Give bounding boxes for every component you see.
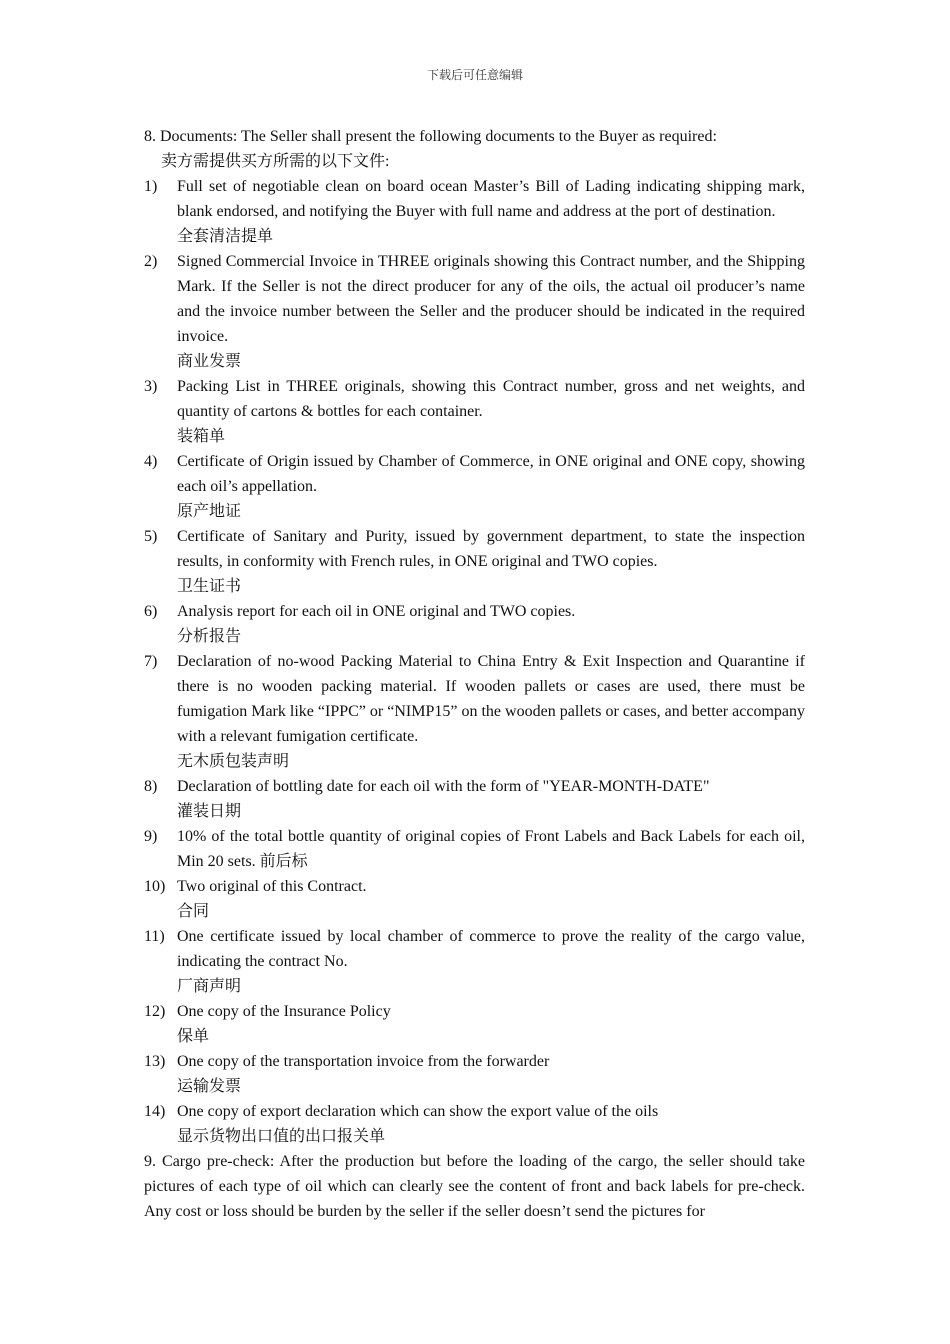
list-item-number: 8) <box>144 778 158 795</box>
list-item-english-text: Declaration of no-wood Packing Material to China Entry & Exit Inspection and Quarantine if there is no wooden packing material. If wooden pallets or cases are used, there must be fumigation Mark like “IPPC” or “NIMP15” on the wooden pallets or cases, and better accompany with a relevant fumigation certificate. <box>177 653 805 745</box>
list-item-english-text: Analysis report for each oil in ONE original and TWO copies. <box>177 603 576 620</box>
list-item-english-text: One copy of export declaration which can show the export value of the oils <box>177 1103 659 1120</box>
list-item-english-text: One certificate issued by local chamber of commerce to prove the reality of the cargo value, indicating the contract No. <box>177 928 805 970</box>
list-item-number: 3) <box>144 378 158 395</box>
list-item-number: 4) <box>144 453 158 470</box>
list-item-number: 12) <box>144 1003 166 1020</box>
list-item-english-text: Certificate of Origin issued by Chamber of Commerce, in ONE original and ONE copy, showing each oil’s appellation. <box>177 453 805 495</box>
list-item-number: 2) <box>144 253 158 270</box>
list-item <box>144 374 805 449</box>
list-item-chinese-label: 灌装日期 <box>177 803 242 820</box>
list-item-english-text: One copy of the Insurance Policy <box>177 1003 391 1020</box>
list-item-number: 10) <box>144 878 166 895</box>
document-list <box>144 174 805 1149</box>
list-item <box>144 774 805 824</box>
section-9-paragraph: 9. Cargo pre-check: After the production but before the loading of the cargo, the seller should take pictures of each type of oil which can clearly see the content of front and back labels for pre-check. Any cost or loss should be burden by the seller if the seller doesn’t send the pictures for <box>144 1153 805 1220</box>
list-item-chinese-label: 保单 <box>177 1028 210 1045</box>
list-item-english-text: Signed Commercial Invoice in THREE originals showing this Contract number, and the Shipping Mark. If the Seller is not the direct producer for any of the oils, the actual oil producer’s name and the invoice number between the Seller and the producer should be indicated in the required invoice. <box>177 253 805 345</box>
list-item-english-text: 10% of the total bottle quantity of original copies of Front Labels and Back Labels for each oil, Min 20 sets. 前后标 <box>177 828 805 870</box>
list-item <box>144 824 805 874</box>
list-item <box>144 1049 805 1099</box>
list-item-number: 13) <box>144 1053 166 1070</box>
list-item-number: 6) <box>144 603 158 620</box>
list-item-chinese-label: 全套清洁提单 <box>177 228 274 245</box>
list-item <box>144 924 805 999</box>
list-item-chinese-label: 原产地证 <box>177 503 242 520</box>
list-item <box>144 599 805 649</box>
section-8-subtitle: 卖方需提供买方所需的以下文件: <box>161 153 390 170</box>
list-item-number: 7) <box>144 653 158 670</box>
list-item-english-text: One copy of the transportation invoice from the forwarder <box>177 1053 550 1070</box>
list-item <box>144 449 805 524</box>
list-item-chinese-label: 厂商声明 <box>177 978 242 995</box>
list-item <box>144 649 805 774</box>
list-item <box>144 874 805 924</box>
list-item-chinese-label: 卫生证书 <box>177 578 242 595</box>
list-item-number: 1) <box>144 178 158 195</box>
list-item-english-text: Two original of this Contract. <box>177 878 367 895</box>
section-8-title: 8. Documents: The Seller shall present the following documents to the Buyer as required: <box>144 128 717 145</box>
list-item-chinese-label: 商业发票 <box>177 353 242 370</box>
list-item <box>144 524 805 599</box>
list-item-number: 11) <box>144 928 165 945</box>
list-item-number: 14) <box>144 1103 166 1120</box>
list-item-english-text: Certificate of Sanitary and Purity, issued by government department, to state the inspection results, in conformity with French rules, in ONE original and TWO copies. <box>177 528 805 570</box>
list-item-english-text: Packing List in THREE originals, showing this Contract number, gross and net weights, and quantity of cartons & bottles for each container. <box>177 378 805 420</box>
list-item-number: 9) <box>144 828 158 845</box>
list-item-chinese-label: 显示货物出口值的出口报关单 <box>177 1128 386 1145</box>
list-item <box>144 174 805 249</box>
list-item-chinese-label: 运输发票 <box>177 1078 242 1095</box>
list-item <box>144 1099 805 1149</box>
list-item-english-text: Full set of negotiable clean on board ocean Master’s Bill of Lading indicating shipping mark, blank endorsed, and notifying the Buyer with full name and address at the port of destination. <box>177 178 805 220</box>
list-item-chinese-label: 合同 <box>177 903 210 920</box>
list-item <box>144 249 805 374</box>
list-item-chinese-label: 分析报告 <box>177 628 242 645</box>
list-item-chinese-label: 装箱单 <box>177 428 226 445</box>
document-body <box>144 124 805 1224</box>
list-item-chinese-label: 无木质包装声明 <box>177 753 290 770</box>
list-item-number: 5) <box>144 528 158 545</box>
list-item <box>144 999 805 1049</box>
page-header: 下载后可任意编辑 <box>426 68 523 82</box>
list-item-english-text: Declaration of bottling date for each oil with the form of "YEAR-MONTH-DATE" <box>177 778 710 795</box>
